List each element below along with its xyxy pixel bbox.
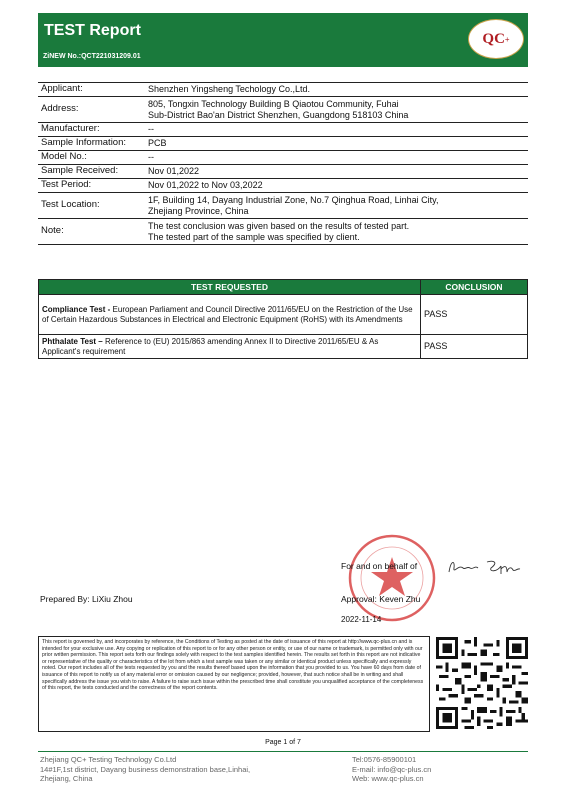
info-table	[38, 82, 528, 245]
qc-plus-logo	[468, 19, 524, 59]
info-label: Sample Received:	[38, 165, 145, 179]
tests-table	[38, 279, 528, 359]
info-label: Note:	[38, 219, 145, 245]
footer-divider	[38, 751, 528, 752]
address-line-2: Sub-District Bao'an District Shenzhen, Guangdong 518103 China	[148, 109, 409, 120]
info-row	[38, 123, 528, 137]
test-name	[39, 295, 421, 335]
info-row	[38, 151, 528, 165]
logo-text: QC	[482, 30, 505, 47]
address-line-1: 805, Tongxin Technology Building B Qiaotou Community, Fuhai	[148, 99, 399, 109]
info-value	[145, 219, 528, 245]
prepared-by: Prepared By: LiXiu Zhou	[40, 594, 133, 604]
footer-address-1: 14#1F,1st district, Dayang business demonstration base,Linhai,	[40, 764, 251, 774]
info-row	[38, 219, 528, 245]
report-header	[38, 13, 528, 67]
info-value	[145, 97, 528, 123]
info-row	[38, 83, 528, 97]
info-label: Test Location:	[38, 193, 145, 219]
note-line-2: The tested part of the sample was specified by client.	[148, 231, 360, 242]
info-value: --	[145, 123, 528, 137]
test-result: PASS	[421, 335, 528, 359]
info-value	[145, 193, 528, 219]
info-value: Nov 01,2022	[145, 165, 528, 179]
test-name	[39, 335, 421, 359]
col-conclusion: CONCLUSION	[421, 280, 528, 295]
approval: Approval: Keven Zhu	[341, 594, 421, 604]
report-number: ZiNEW No.:QCT221031209.01	[43, 53, 141, 60]
footer-company: Zhejiang QC+ Testing Technology Co.Ltd	[40, 755, 177, 764]
test-name-bold: Phthalate Test –	[42, 337, 103, 346]
info-label: Sample Information:	[38, 137, 145, 151]
info-row	[38, 97, 528, 123]
location-line-1: 1F, Building 14, Dayang Industrial Zone, No.7 Qinghua Road, Linhai City,	[148, 195, 439, 205]
note-line-1: The test conclusion was given based on the results of tested part.	[148, 221, 410, 231]
info-label: Model No.:	[38, 151, 145, 165]
report-title: TEST Report	[44, 22, 141, 39]
info-label: Address:	[38, 97, 145, 123]
test-name-text: European Parliament and Council Directive 2011/65/EU on the Restriction of the Use of Certain Hazardous Substances in Electrical and Electronic Equipment (RoHS) with its Amendments	[42, 305, 413, 324]
on-behalf-of: For and on behalf of	[341, 561, 418, 571]
test-name-bold: Compliance Test -	[42, 305, 111, 314]
info-label: Applicant:	[38, 83, 145, 97]
footer-web[interactable]: Web: www.qc-plus.cn	[352, 774, 424, 783]
location-line-2: Zhejiang Province, China	[148, 205, 249, 216]
info-row	[38, 193, 528, 219]
page-number: Page 1 of 7	[265, 739, 301, 746]
footer-address-2: Zhejiang, China	[40, 774, 93, 783]
test-result: PASS	[421, 295, 528, 335]
footer-contact-info	[352, 755, 431, 784]
disclaimer-box: This report is governed by, and incorporates by reference, the Conditions of Testing as posted at the date of issuance of this report at http://www.qc-plus.cn and is intended for your exclusive use. Any copying or replication of this report to or for any other person or entity, or use of our name or trademark, is permitted only with our prior written permission. This report sets forth our findings solely with respect to the test samples identified herein. The results set forth in this report are not indicative or representative of the quality or characteristics of the lot from which a test sample was taken or any similar or identical product unless specifically and expressly noted. Our report includes all of the tests requested by you and the results thereof based upon the information that you provided to us. You have 60 days from date of issuance of this report to notify us of any material error or omission caused by our negligence; provided, however, that such notice shall be in writing and shall specifically address the issue you wish to raise. A failure to raise such issue within the prescribed time shall constitute you unqualified acceptance of the completeness of this report, the tests conducted and the correctness of the report contents.	[38, 636, 430, 732]
table-row	[39, 295, 528, 335]
footer-company-info	[40, 755, 250, 784]
logo-plus: +	[504, 34, 510, 44]
company-seal-icon	[347, 533, 437, 623]
info-value: Nov 01,2022 to Nov 03,2022	[145, 179, 528, 193]
qr-code-icon	[436, 637, 528, 729]
info-value: PCB	[145, 137, 528, 151]
approval-date: 2022-11-14	[341, 615, 382, 624]
info-value: Shenzhen Yingsheng Techology Co.,Ltd.	[145, 83, 528, 97]
footer-tel: Tel:0576-85900101	[352, 755, 417, 764]
info-row	[38, 179, 528, 193]
footer-email[interactable]: E-mail: info@qc-plus.cn	[352, 764, 432, 774]
info-row	[38, 165, 528, 179]
tests-header-row	[39, 280, 528, 295]
signature-icon	[445, 556, 525, 578]
table-row	[39, 335, 528, 359]
info-value: --	[145, 151, 528, 165]
info-label: Test Period:	[38, 179, 145, 193]
test-name-text: Reference to (EU) 2015/863 amending Annex II to Directive 2011/65/EU & As Applicant's requirement	[42, 337, 379, 356]
info-label: Manufacturer:	[38, 123, 145, 137]
col-test-requested: TEST REQUESTED	[39, 280, 421, 295]
info-row	[38, 137, 528, 151]
